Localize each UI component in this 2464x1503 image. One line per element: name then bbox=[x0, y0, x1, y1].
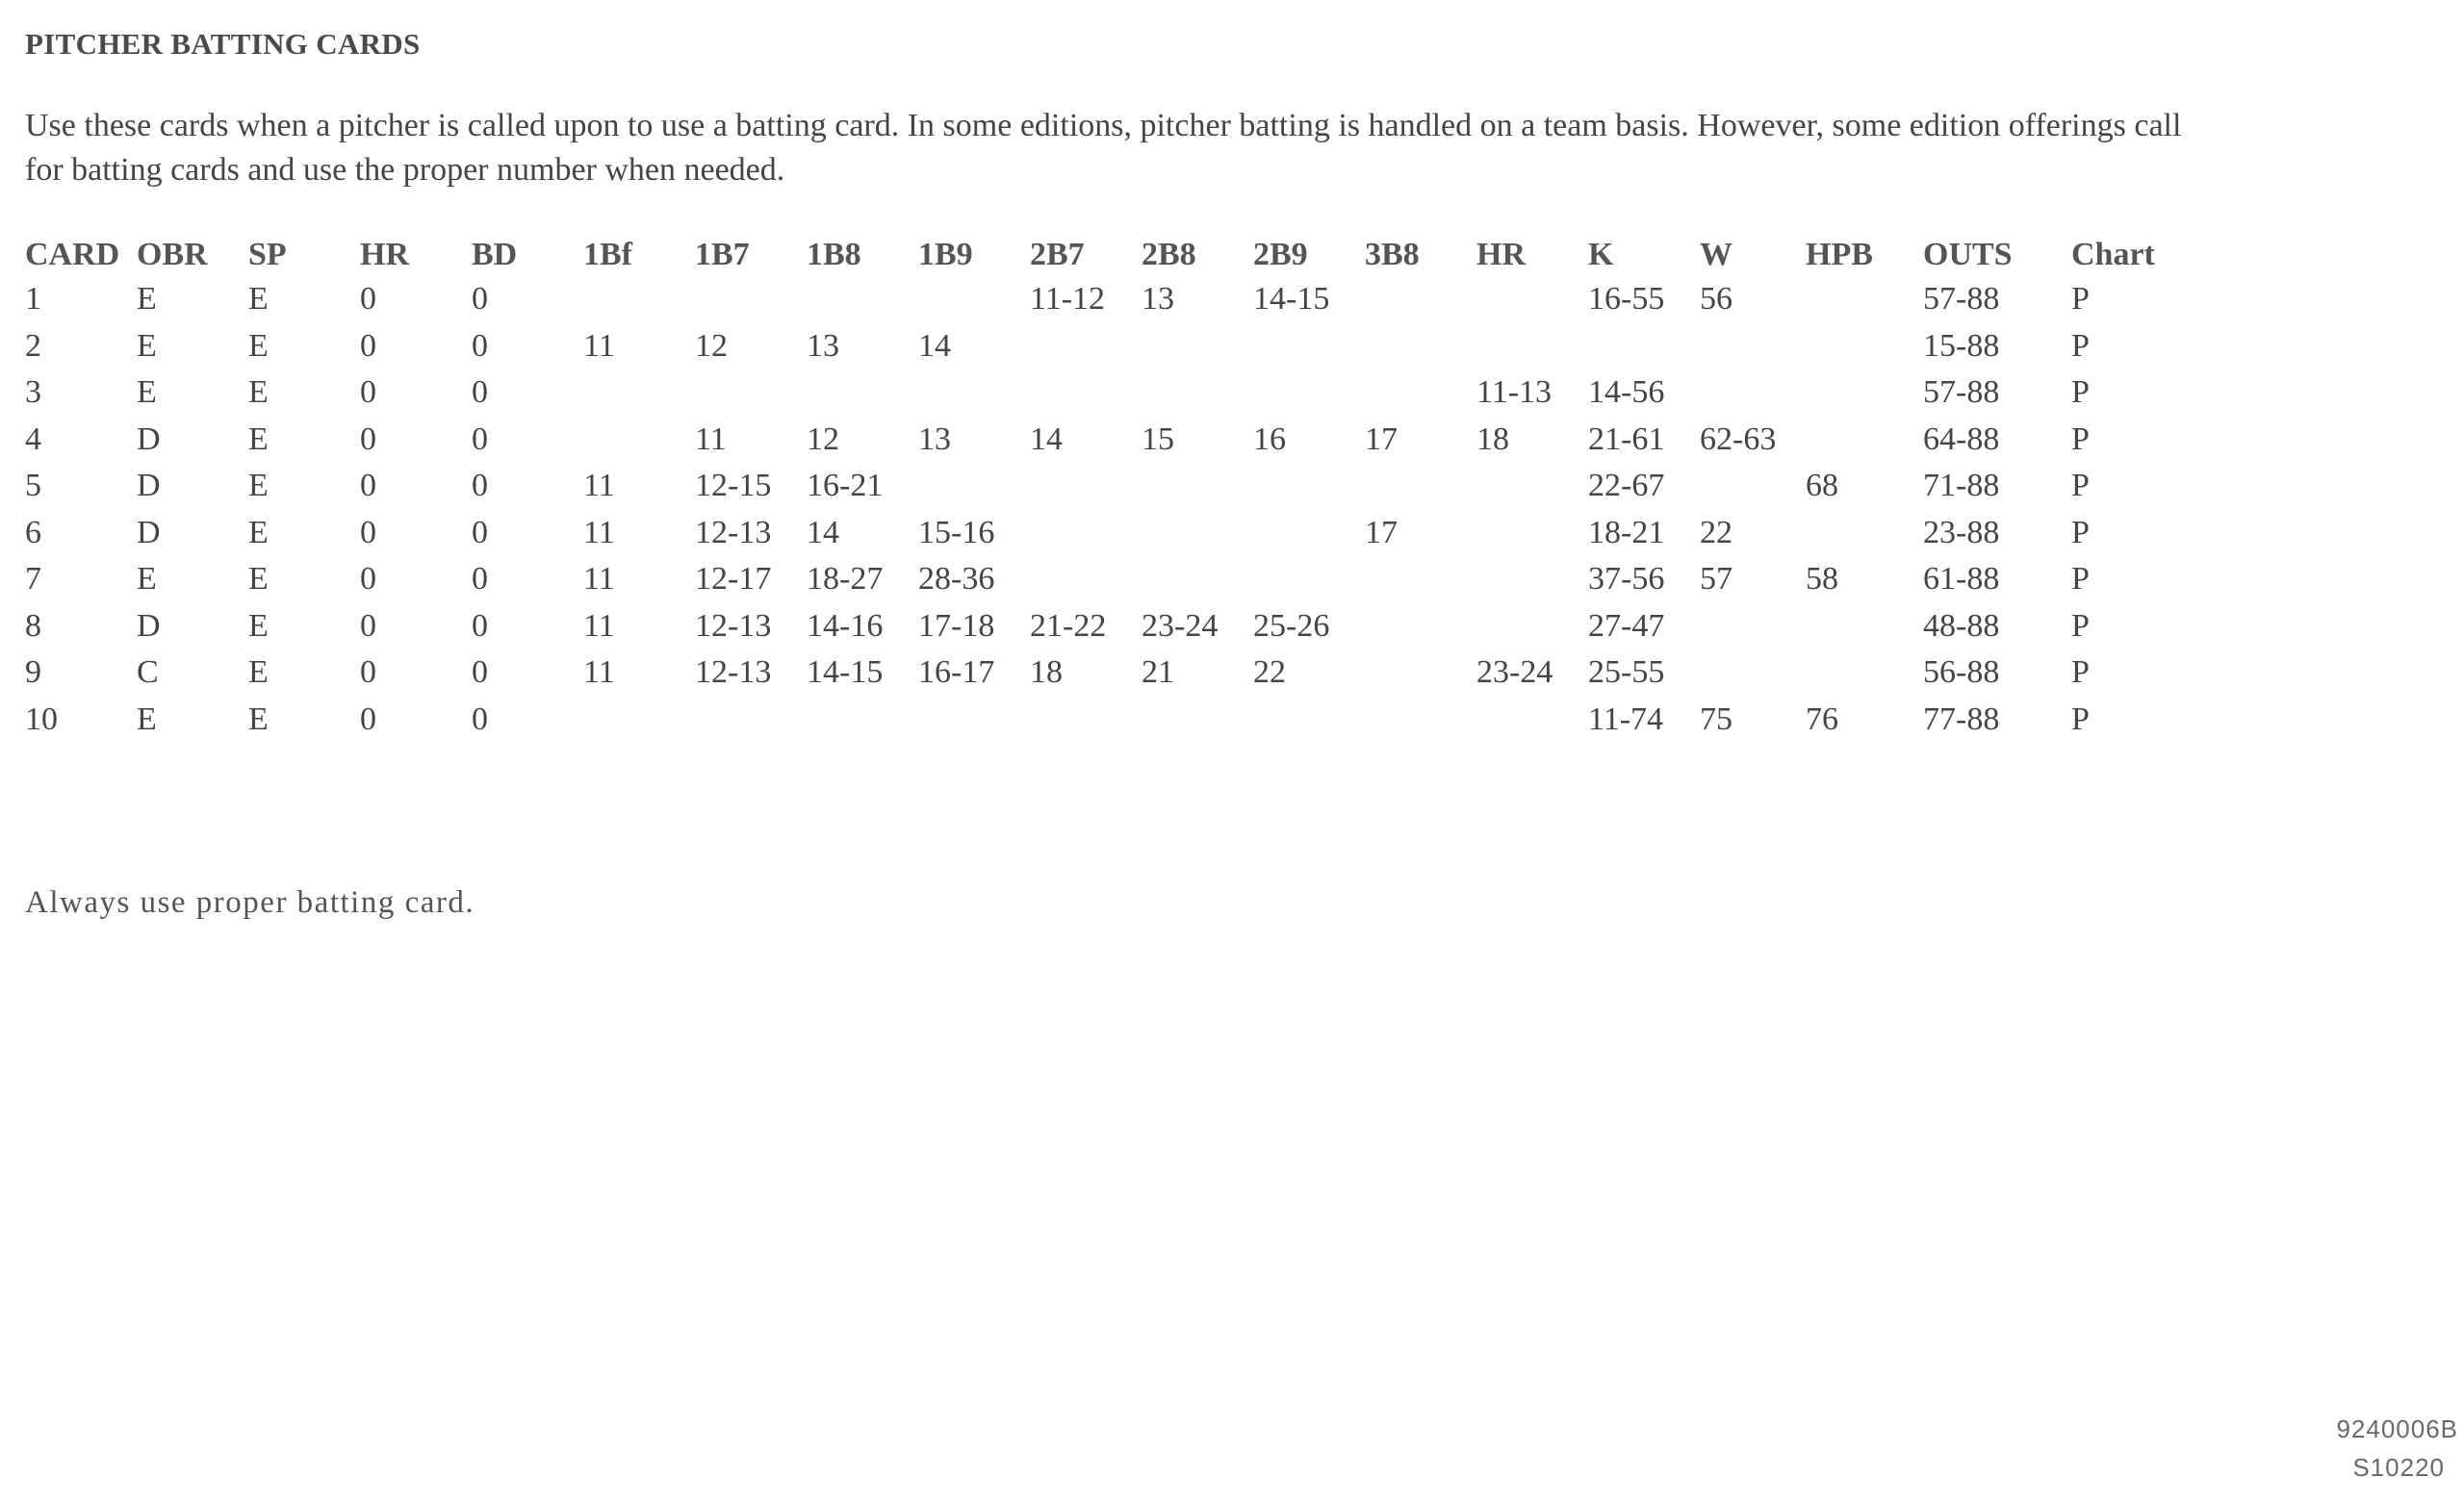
table-cell: 57 bbox=[1700, 561, 1732, 598]
table-cell: 76 bbox=[1806, 701, 1838, 737]
table-cell: 68 bbox=[1806, 468, 1838, 504]
intro-paragraph bbox=[25, 104, 2431, 192]
table-cell bbox=[695, 369, 807, 417]
table-cell bbox=[583, 417, 695, 464]
table-cell: 16-21 bbox=[807, 468, 884, 504]
column-header: SP bbox=[248, 237, 287, 272]
column-header: 1B8 bbox=[807, 237, 861, 272]
table-cell: 12-17 bbox=[695, 561, 772, 598]
table-cell: 0 bbox=[360, 607, 376, 644]
table-cell: 16 bbox=[1253, 420, 1286, 457]
table-cell: 14-16 bbox=[807, 607, 884, 644]
table-cell bbox=[1253, 463, 1365, 510]
table-cell: 58 bbox=[1806, 561, 1838, 598]
table-cell bbox=[583, 276, 695, 323]
table-cell: 16-17 bbox=[918, 654, 995, 691]
table-cell: 14-15 bbox=[807, 654, 884, 691]
column-header: Chart bbox=[2071, 237, 2155, 272]
table-cell bbox=[1700, 369, 1806, 417]
table-cell: 11 bbox=[583, 654, 615, 691]
table-cell: 14-15 bbox=[1253, 281, 1330, 318]
table-cell: 12 bbox=[695, 327, 728, 364]
table-cell: 23-24 bbox=[1142, 607, 1219, 644]
table-cell bbox=[695, 276, 807, 323]
table-cell: 14 bbox=[807, 514, 839, 550]
table-cell: 22 bbox=[1253, 654, 1286, 691]
table-header-row bbox=[25, 234, 2187, 276]
intro-line-2: for batting cards and use the proper number when needed. bbox=[25, 152, 785, 188]
table-cell: 6 bbox=[25, 514, 41, 550]
table-cell bbox=[1365, 323, 1476, 370]
table-cell bbox=[1806, 417, 1923, 464]
table-cell: 17 bbox=[1365, 514, 1398, 550]
table-row bbox=[25, 603, 2187, 650]
table-cell: 11-12 bbox=[1030, 281, 1106, 318]
page-title: PITCHER BATTING CARDS bbox=[25, 27, 421, 61]
table-cell: 4 bbox=[25, 420, 41, 457]
table-cell: E bbox=[248, 514, 269, 550]
table-cell: 12 bbox=[807, 420, 839, 457]
table-cell bbox=[583, 369, 695, 417]
table-cell: 11 bbox=[583, 607, 615, 644]
table-cell: 18-21 bbox=[1588, 514, 1665, 550]
intro-line-1: Use these cards when a pitcher is called upon to use a batting card. In some editions, pitcher batting is handled on a team basis. However, some edition offerings call bbox=[25, 108, 2182, 143]
table-cell bbox=[1030, 369, 1142, 417]
table-cell: E bbox=[248, 374, 269, 411]
table-cell: P bbox=[2071, 514, 2090, 550]
table-cell: 11 bbox=[583, 327, 615, 364]
table-cell: 17 bbox=[1365, 420, 1398, 457]
table-cell: 22 bbox=[1700, 514, 1732, 550]
table-cell: 10 bbox=[25, 701, 58, 737]
table-cell: 13 bbox=[1142, 281, 1174, 318]
table-row bbox=[25, 323, 2187, 370]
table-cell: 18-27 bbox=[807, 561, 884, 598]
table-cell: 14 bbox=[1030, 420, 1063, 457]
document-serial: S10220 bbox=[2352, 1453, 2445, 1482]
table-cell bbox=[1253, 556, 1365, 603]
table-cell: 56 bbox=[1700, 281, 1732, 318]
table-cell: 23-88 bbox=[1923, 514, 2000, 550]
table-cell bbox=[1253, 369, 1365, 417]
table-cell: 27-47 bbox=[1588, 607, 1665, 644]
table-cell: 77-88 bbox=[1923, 701, 2000, 737]
table-cell: 14 bbox=[918, 327, 951, 364]
table-cell: 0 bbox=[360, 420, 376, 457]
column-header: W bbox=[1700, 237, 1732, 272]
table-cell bbox=[1476, 276, 1588, 323]
table-cell: 0 bbox=[360, 561, 376, 598]
table-cell: E bbox=[248, 327, 269, 364]
table-cell: E bbox=[248, 561, 269, 598]
table-cell bbox=[1365, 556, 1476, 603]
column-header: 1Bf bbox=[583, 237, 632, 272]
table-cell: 12-13 bbox=[695, 514, 772, 550]
column-header: 3B8 bbox=[1365, 237, 1420, 272]
column-header: OUTS bbox=[1923, 237, 2013, 272]
table-cell bbox=[1030, 697, 1142, 744]
table-cell bbox=[1806, 369, 1923, 417]
table-cell: 0 bbox=[472, 468, 488, 504]
table-cell: 7 bbox=[25, 561, 41, 598]
table-cell: 15-16 bbox=[918, 514, 995, 550]
table-cell bbox=[1588, 323, 1700, 370]
table-cell: E bbox=[137, 281, 157, 318]
table-cell: 48-88 bbox=[1923, 607, 2000, 644]
table-cell bbox=[1476, 697, 1588, 744]
table-cell: 22-67 bbox=[1588, 468, 1665, 504]
table-cell: 61-88 bbox=[1923, 561, 2000, 598]
table-cell: E bbox=[248, 281, 269, 318]
table-cell: 16-55 bbox=[1588, 281, 1665, 318]
table-cell bbox=[1365, 276, 1476, 323]
table-cell: 25-55 bbox=[1588, 654, 1665, 691]
document-code: 9240006B bbox=[2336, 1414, 2458, 1443]
table-cell: 1 bbox=[25, 281, 41, 318]
table-cell: 21 bbox=[1142, 654, 1174, 691]
table-cell: 17-18 bbox=[918, 607, 995, 644]
table-cell: 14-56 bbox=[1588, 374, 1665, 411]
table-cell bbox=[1476, 323, 1588, 370]
table-cell: 0 bbox=[472, 420, 488, 457]
table-cell: 11 bbox=[583, 468, 615, 504]
column-header: HR bbox=[1476, 237, 1526, 272]
column-header: 2B8 bbox=[1142, 237, 1196, 272]
table-cell: 0 bbox=[472, 654, 488, 691]
table-cell bbox=[807, 369, 918, 417]
table-cell bbox=[1253, 323, 1365, 370]
table-cell: P bbox=[2071, 327, 2090, 364]
table-cell bbox=[1030, 323, 1142, 370]
table-cell: 0 bbox=[472, 701, 488, 737]
table-cell: 25-26 bbox=[1253, 607, 1330, 644]
table-cell bbox=[1700, 323, 1806, 370]
table-cell: 15 bbox=[1142, 420, 1174, 457]
column-header: 1B7 bbox=[695, 237, 750, 272]
table-cell bbox=[807, 276, 918, 323]
table-cell: 11 bbox=[583, 561, 615, 598]
table-cell bbox=[695, 697, 807, 744]
column-header: 2B9 bbox=[1253, 237, 1308, 272]
table-cell bbox=[583, 697, 695, 744]
table-cell bbox=[918, 276, 1030, 323]
table-cell bbox=[1365, 463, 1476, 510]
table-cell: 57-88 bbox=[1923, 374, 2000, 411]
table-cell: 23-24 bbox=[1476, 654, 1553, 691]
table-cell bbox=[1142, 510, 1253, 557]
table-cell: D bbox=[137, 468, 161, 504]
table-row bbox=[25, 369, 2187, 417]
table-cell: E bbox=[137, 701, 157, 737]
column-header: HPB bbox=[1806, 237, 1873, 272]
table-cell: P bbox=[2071, 654, 2090, 691]
table-cell: 0 bbox=[360, 327, 376, 364]
table-cell bbox=[1476, 463, 1588, 510]
table-cell: 0 bbox=[472, 374, 488, 411]
table-cell: D bbox=[137, 514, 161, 550]
table-cell: E bbox=[137, 561, 157, 598]
table-cell: E bbox=[248, 701, 269, 737]
table-cell: 13 bbox=[807, 327, 839, 364]
table-cell: 0 bbox=[360, 374, 376, 411]
table-cell: E bbox=[248, 607, 269, 644]
table-cell bbox=[1365, 650, 1476, 697]
table-body bbox=[25, 276, 2187, 743]
column-header: CARD bbox=[25, 237, 120, 272]
table-cell: 18 bbox=[1030, 654, 1063, 691]
table-cell: E bbox=[137, 374, 157, 411]
table-cell: 75 bbox=[1700, 701, 1732, 737]
table-cell: 0 bbox=[472, 327, 488, 364]
table-cell: 0 bbox=[360, 468, 376, 504]
table-cell: P bbox=[2071, 468, 2090, 504]
table-cell: 62-63 bbox=[1700, 420, 1777, 457]
table-cell: 11-74 bbox=[1588, 701, 1664, 737]
table-cell bbox=[1253, 697, 1365, 744]
table-cell: E bbox=[137, 327, 157, 364]
table-cell: 12-13 bbox=[695, 654, 772, 691]
pitcher-batting-table bbox=[25, 234, 2187, 743]
table-cell: P bbox=[2071, 420, 2090, 457]
table-cell bbox=[918, 463, 1030, 510]
table-row bbox=[25, 417, 2187, 464]
table-cell: 0 bbox=[472, 561, 488, 598]
table-cell bbox=[1476, 510, 1588, 557]
table-cell bbox=[1700, 650, 1806, 697]
table-cell bbox=[918, 369, 1030, 417]
table-cell: 21-22 bbox=[1030, 607, 1107, 644]
table-cell bbox=[1365, 603, 1476, 650]
table-cell: P bbox=[2071, 281, 2090, 318]
table-row bbox=[25, 556, 2187, 603]
table-cell: 71-88 bbox=[1923, 468, 2000, 504]
table-cell: 11-13 bbox=[1476, 374, 1553, 411]
table-cell: 2 bbox=[25, 327, 41, 364]
table-cell: P bbox=[2071, 561, 2090, 598]
column-header: 1B9 bbox=[918, 237, 973, 272]
table-cell bbox=[1476, 556, 1588, 603]
table-row bbox=[25, 276, 2187, 323]
table-cell: 0 bbox=[472, 281, 488, 318]
column-header: OBR bbox=[137, 237, 208, 272]
table-cell: E bbox=[248, 654, 269, 691]
table-cell: 12-13 bbox=[695, 607, 772, 644]
table-cell bbox=[1365, 697, 1476, 744]
column-header: K bbox=[1588, 237, 1614, 272]
table-cell bbox=[1806, 603, 1923, 650]
table-cell: 0 bbox=[360, 654, 376, 691]
table-cell bbox=[1700, 603, 1806, 650]
table-cell bbox=[1030, 556, 1142, 603]
table-cell: 0 bbox=[360, 701, 376, 737]
table-cell bbox=[1142, 323, 1253, 370]
table-cell bbox=[1806, 276, 1923, 323]
table-cell bbox=[1142, 556, 1253, 603]
column-header: HR bbox=[360, 237, 409, 272]
table-cell bbox=[1142, 697, 1253, 744]
table-cell: 64-88 bbox=[1923, 420, 2000, 457]
column-header: BD bbox=[472, 237, 518, 272]
table-cell: 5 bbox=[25, 468, 41, 504]
table-cell bbox=[1030, 510, 1142, 557]
table-cell: 57-88 bbox=[1923, 281, 2000, 318]
table-row bbox=[25, 650, 2187, 697]
table-cell: P bbox=[2071, 701, 2090, 737]
table-cell: 8 bbox=[25, 607, 41, 644]
table-cell: E bbox=[248, 468, 269, 504]
table-cell: 0 bbox=[360, 514, 376, 550]
table-cell bbox=[1253, 510, 1365, 557]
table-row bbox=[25, 463, 2187, 510]
table-cell: 9 bbox=[25, 654, 41, 691]
table-cell: 18 bbox=[1476, 420, 1509, 457]
table-cell bbox=[1030, 463, 1142, 510]
table-cell bbox=[1142, 369, 1253, 417]
table-cell: 15-88 bbox=[1923, 327, 2000, 364]
table-cell bbox=[918, 697, 1030, 744]
table-cell: E bbox=[248, 420, 269, 457]
table-cell bbox=[1700, 463, 1806, 510]
table-cell: 11 bbox=[583, 514, 615, 550]
table-cell: 11 bbox=[695, 420, 727, 457]
table-cell: 37-56 bbox=[1588, 561, 1665, 598]
table-cell bbox=[1142, 463, 1253, 510]
table-row bbox=[25, 510, 2187, 557]
table-cell: 3 bbox=[25, 374, 41, 411]
table-cell bbox=[1806, 510, 1923, 557]
table-cell: 0 bbox=[472, 607, 488, 644]
table-cell: P bbox=[2071, 607, 2090, 644]
table-cell: D bbox=[137, 420, 161, 457]
table-cell bbox=[807, 697, 918, 744]
table-cell bbox=[1476, 603, 1588, 650]
table-cell bbox=[1806, 323, 1923, 370]
table-cell: 13 bbox=[918, 420, 951, 457]
table-cell: 56-88 bbox=[1923, 654, 2000, 691]
column-header: 2B7 bbox=[1030, 237, 1085, 272]
table-cell: 0 bbox=[472, 514, 488, 550]
table-cell: C bbox=[137, 654, 159, 691]
table-cell: 0 bbox=[360, 281, 376, 318]
table-cell bbox=[1365, 369, 1476, 417]
table-cell: P bbox=[2071, 374, 2090, 411]
note-text: Always use proper batting card. bbox=[25, 885, 475, 920]
table-cell: 28-36 bbox=[918, 561, 995, 598]
table-cell: 21-61 bbox=[1588, 420, 1665, 457]
table-cell bbox=[1806, 650, 1923, 697]
table-cell: D bbox=[137, 607, 161, 644]
table-cell: 12-15 bbox=[695, 468, 772, 504]
table-row bbox=[25, 697, 2187, 744]
